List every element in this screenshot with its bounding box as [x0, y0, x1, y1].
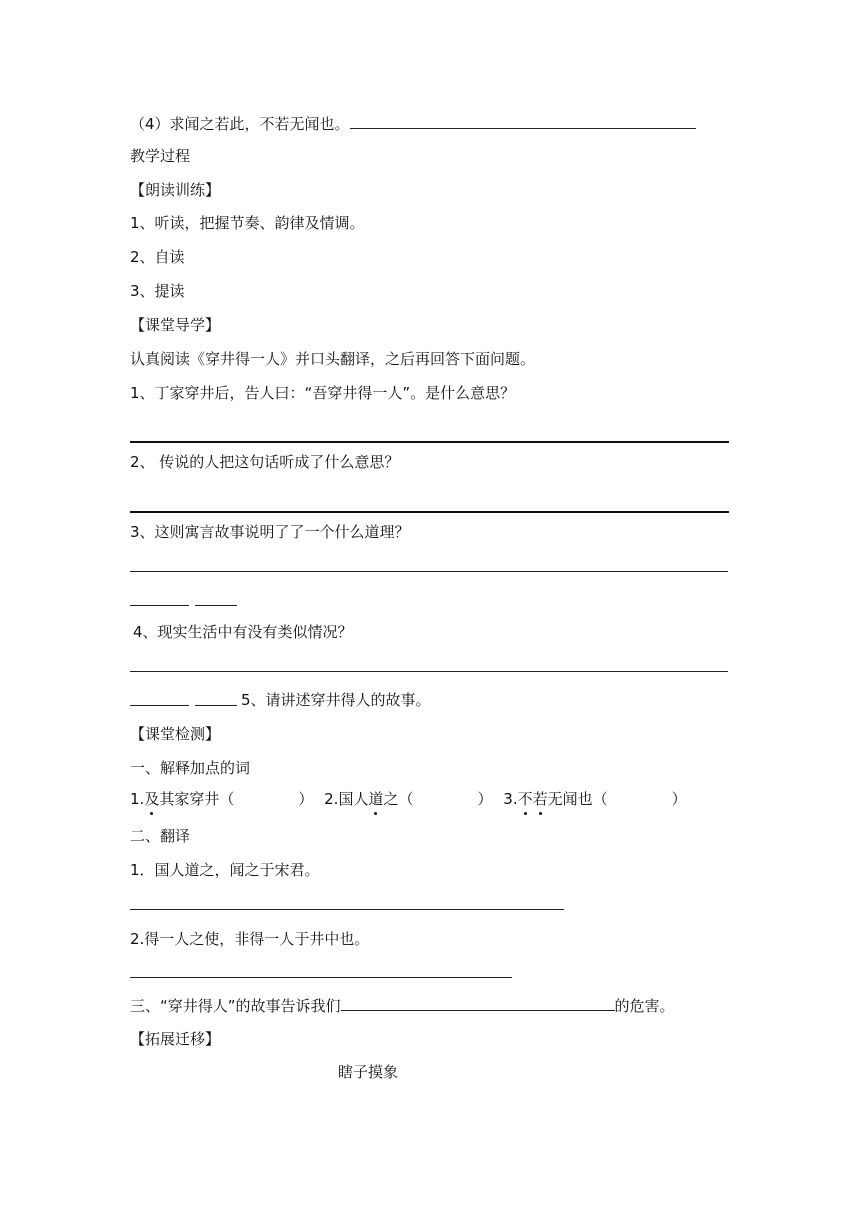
guide-q5: 5、请讲述穿井得人的故事。	[241, 691, 431, 709]
check-heading: 【课堂检测】	[130, 725, 221, 743]
q1-answer-line[interactable]	[130, 441, 729, 443]
translate-2-answer-line[interactable]	[130, 977, 512, 978]
part3-row: 三、“穿井得人”的故事告诉我们 的危害。	[130, 997, 675, 1015]
q4-sentence	[130, 114, 696, 134]
q4-text: （4）求闻之若此，不若无闻也。	[130, 115, 350, 133]
guide-q4: 4、现实生活中有没有类似情况？	[133, 623, 353, 641]
q3-answer-line-3[interactable]	[195, 605, 237, 606]
dotted-char-dao: 道	[368, 790, 384, 808]
dotted-char-bu: 不	[517, 790, 533, 808]
q4b-answer-line-2[interactable]	[130, 705, 189, 706]
dotted-char-ji: 及	[144, 790, 160, 808]
reading-item-2: 2、自读	[130, 248, 185, 266]
part2-title: 二、翻译	[130, 827, 191, 845]
guide-q2: 2、 传说的人把这句话听成了什么意思？	[130, 453, 400, 471]
extend-heading: 【拓展迁移】	[130, 1030, 221, 1048]
q2-answer-line[interactable]	[130, 511, 729, 513]
guide-q3: 3、这则寓言故事说明了了一个什么道理？	[130, 523, 410, 541]
guide-intro: 认真阅读《穿井得一人》并口头翻译，之后再回答下面问题。	[130, 350, 536, 368]
q3-answer-line-1[interactable]	[130, 571, 728, 572]
part3-answer-line[interactable]	[341, 996, 615, 1011]
q4b-answer-line-3[interactable]	[195, 705, 237, 706]
guide-heading: 【课堂导学】	[130, 316, 221, 334]
q3-answer-line-2[interactable]	[130, 605, 189, 606]
guide-q1: 1、丁家穿井后，告人曰：“吾穿井得一人”。是什么意思？	[130, 384, 516, 402]
story-title: 瞎子摸象	[338, 1063, 399, 1081]
process-title: 教学过程	[130, 147, 191, 165]
vocab-row: 1.及其家穿井（ ） 2.国人道之（ ） 3.不若无闻也（ ）	[130, 790, 687, 808]
q4-answer-line[interactable]	[350, 114, 696, 129]
dotted-char-ruo: 若	[532, 790, 548, 808]
reading-item-1: 1、听读，把握节奏、韵律及情调。	[130, 214, 365, 232]
q4b-answer-line-1[interactable]	[130, 671, 728, 672]
translate-1: 1．国人道之，闻之于宋君。	[130, 861, 320, 879]
part1-title: 一、解释加点的词	[130, 759, 251, 777]
reading-heading: 【朗读训练】	[130, 181, 221, 199]
reading-item-3: 3、提读	[130, 282, 185, 300]
translate-2: 2.得一人之使，非得一人于井中也。	[130, 930, 370, 948]
translate-1-answer-line[interactable]	[130, 909, 564, 910]
